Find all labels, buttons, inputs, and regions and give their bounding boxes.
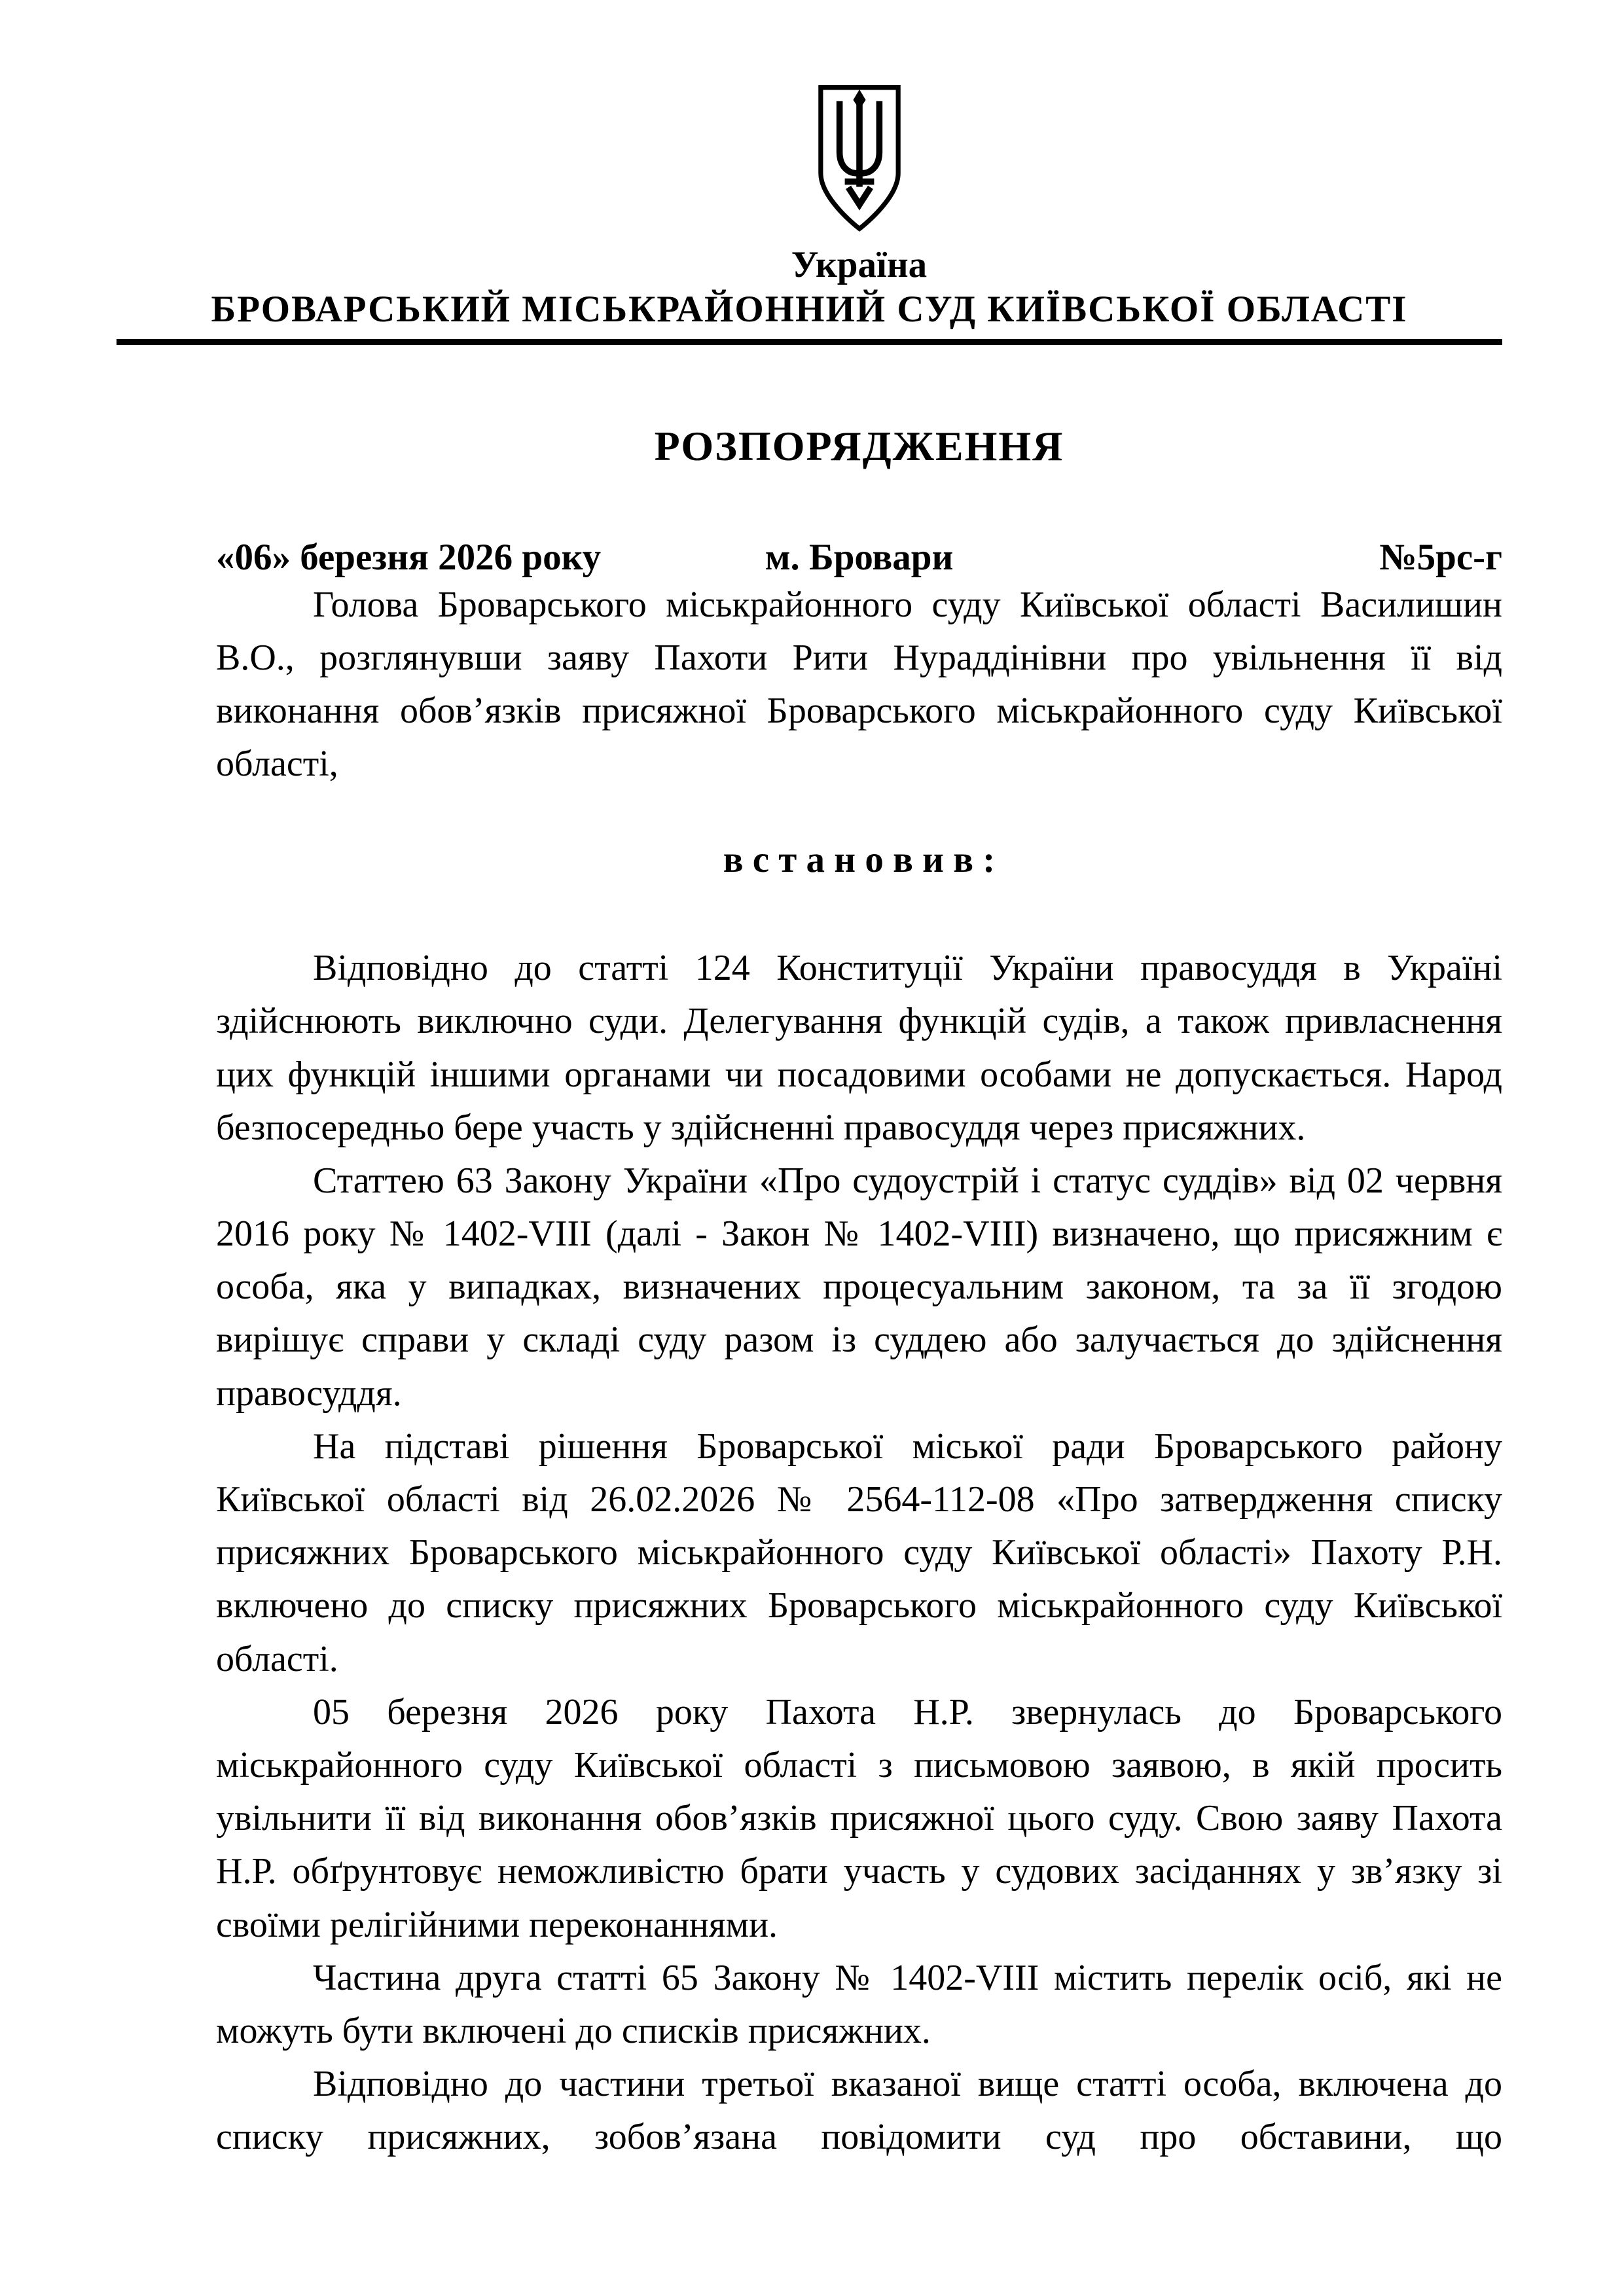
country-name: Україна <box>791 244 928 285</box>
document-header <box>211 81 1502 345</box>
intro-paragraph: Голова Броварського міськрайонного суду Київської області Василишин В.О., розглянувши заяву Пахоти Рити Нураддінівни про увільнення її від виконання обов’язків присяжної Броварського міськрайонного суду Київської області, <box>216 584 1502 785</box>
document-body <box>216 579 1502 2164</box>
document-title: РОЗПОРЯДЖЕННЯ <box>654 422 1064 469</box>
court-name: БРОВАРСЬКИЙ МІСЬКРАЙОННИЙ СУД КИЇВСЬКОЇ ОБЛАСТІ <box>117 287 1502 344</box>
body-paragraph-3: На підставі рішення Броварської міської ради Броварського району Київської області від 26.02.2026 № 2564-112-08 «Про затвердження списку присяжних Броварського міськрайонного суду Київської області» Пахоту Р.Н. включено до списку присяжних Броварського міськрайонного суду Київської області. <box>216 1426 1502 1679</box>
body-paragraph-1: Відповідно до статті 124 Конституції України правосуддя в Україні здійснюють виключно суди. Делегування функцій судів, а також привласнення цих функцій іншими органами чи посадовими особами не допускається. Народ безпосередньо бере участь у здійсненні правосуддя через присяжних. <box>216 948 1502 1148</box>
ukraine-trident-emblem <box>807 81 912 235</box>
document-date: «06» березня 2026 року <box>216 536 602 578</box>
body-paragraph-5: Частина друга статті 65 Закону № 1402-VIII містить перелік осіб, які не можуть бути включені до списків присяжних. <box>216 1957 1502 2051</box>
resolved-label: в с т а н о в и в : <box>723 838 996 880</box>
body-paragraph-6: Відповідно до частини третьої вказаної вище статті особа, включена до списку присяжних, зобов’язана повідомити суд про обставини, що <box>216 2064 1502 2158</box>
document-number: №5рс-г <box>1379 536 1502 578</box>
date-line <box>216 536 1502 579</box>
document-city: м. Бровари <box>765 536 954 578</box>
body-paragraph-2: Статтею 63 Закону України «Про судоустрій і статус суддів» від 02 червня 2016 року № 1402-VIII (далі - Закон № 1402-VIII) визначено, що присяжним є особа, яка у випадках, визначених процесуальним законом, та за її згодою вирішує справи у складі суду разом із суддею або залучається до здійснення правосуддя. <box>216 1160 1502 1414</box>
body-paragraph-4: 05 березня 2026 року Пахота Н.Р. звернулась до Броварського міськрайонного суду Київської області з письмовою заявою, в якій просить увільнити її від виконання обов’язків присяжної цього суду. Свою заяву Пахота Н.Р. обґрунтовує неможливістю брати участь у судових засіданнях у зв’язку зі своїми релігійними переконаннями. <box>216 1691 1502 1945</box>
